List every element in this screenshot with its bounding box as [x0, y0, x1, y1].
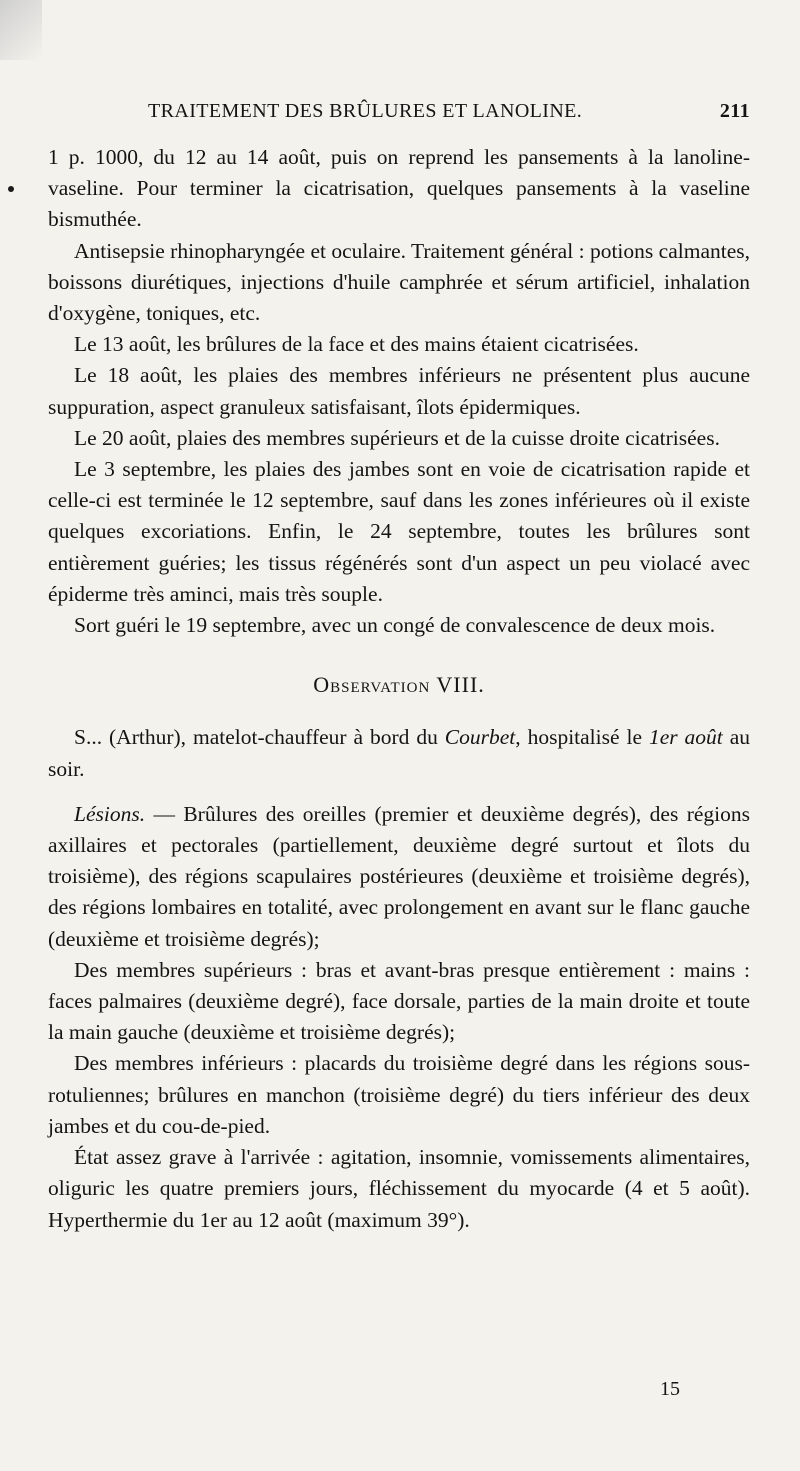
observation-number: VIII.	[436, 672, 485, 698]
paragraph-13-aout: Le 13 août, les brûlures de la face et des mains étaient cicatrisées.	[74, 332, 639, 357]
paragraph-sort-gueri: Sort guéri le 19 septembre, avec un congé de convalescence de deux mois.	[74, 613, 716, 638]
running-title: TRAITEMENT DES BRÛLURES ET LANOLINE.	[148, 100, 583, 122]
lesions-label: Lésions.	[74, 801, 146, 826]
body-text	[48, 142, 750, 1236]
folio-signature: 15	[660, 1378, 680, 1400]
patient-hospitalised: , hospitalisé le	[515, 725, 649, 750]
observation-label: Observation	[313, 672, 431, 698]
observation-heading	[48, 669, 750, 700]
paragraph-20-aout: Le 20 août, plaies des membres supérieurs et de la cuisse droite cicatrisées.	[74, 425, 720, 450]
paragraph-membres-inferieurs: Des membres inférieurs : placards du troisième degré dans les régions sous-rotuliennes; brûlures en manchon (troisième degré) du tiers inférieur des deux jambes et du cou-de-pied.	[48, 1051, 750, 1138]
book-page	[48, 0, 750, 1471]
paragraph-18-aout: Le 18 août, les plaies des membres inférieurs ne présentent plus aucune suppuration, aspect granuleux satisfaisant, îlots épidermiques.	[48, 363, 750, 419]
patient-name: S... (Arthur), matelot-chauffeur à bord du	[74, 725, 445, 750]
ship-name: Courbet	[444, 725, 516, 750]
admission-time: au soir.	[48, 725, 750, 781]
paragraph-antisepsie: Antisepsie rhinopharyngée et oculaire. Traitement général : potions calmantes, boissons diurétiques, injections d'huile camphrée et sérum artificiel, inhalation d'oxygène, toniques, etc.	[48, 238, 750, 326]
paragraph-membres-superieurs: Des membres supérieurs : bras et avant-bras presque entièrement : mains : faces palmaires (deuxième degré), face dorsale, parties de la main droite et toute la main gauche (deuxième et troisième degrés);	[48, 957, 750, 1045]
scan-edge-shadow	[0, 0, 42, 60]
margin-mark	[8, 186, 14, 192]
paragraph-continuation: 1 p. 1000, du 12 au 14 août, puis on reprend les pansements à la lanoline-vaseline. Pour terminer la cicatrisation, quelques pansements à la vaseline bismuthée.	[48, 145, 750, 232]
page-number: 211	[719, 100, 750, 122]
paragraph-etat: État assez grave à l'arrivée : agitation, insomnie, vomissements alimentaires, oliguric les quatre premiers jours, fléchissement du myocarde (4 et 5 août). Hyperthermie du 1er au 12 août (maximum 39°).	[48, 1145, 750, 1232]
patient-paragraph	[48, 722, 750, 784]
lesions-text: — Brûlures des oreilles (premier et deuxième degrés), des régions axillaires et pectorales (partiellement, deuxième degré surtout et îlots du troisième), des régions scapulaires postérieures (deuxième et troisième degrés), des régions lombaires en totalité, avec prolongement en avant sur le flanc gauche (deuxième et troisième degrés);	[48, 801, 750, 951]
paragraph-3-septembre: Le 3 septembre, les plaies des jambes sont en voie de cicatrisation rapide et celle-ci est terminée le 12 septembre, sauf dans les zones inférieures où il existe quelques excoriations. Enfin, le 24 septembre, toutes les brûlures sont entièrement guéries; les tissus régénérés sont d'un aspect un peu violacé avec épiderme très aminci, mais très souple.	[48, 457, 750, 606]
admission-date: 1er août	[648, 725, 723, 750]
lesions-paragraph	[48, 799, 750, 955]
